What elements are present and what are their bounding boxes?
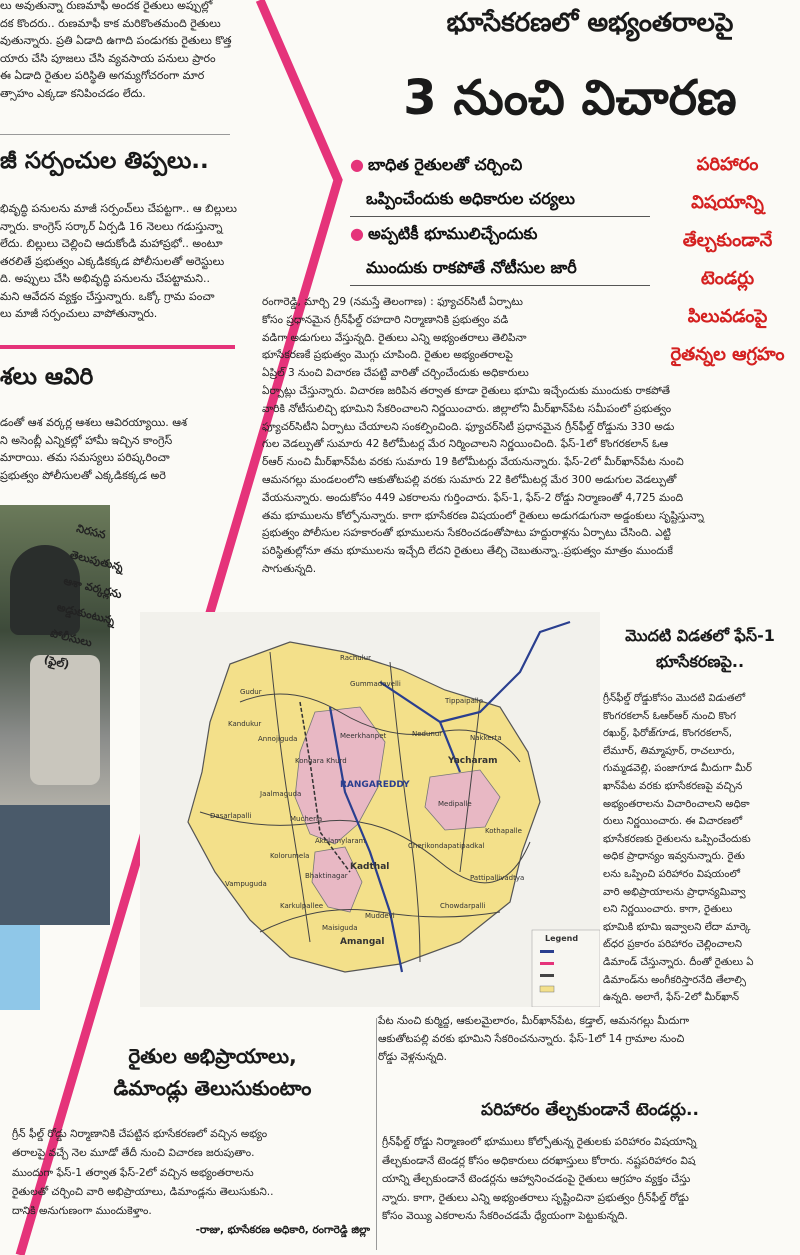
headline: 3 నుంచి విచారణ [403,70,737,126]
map-label: Chowdarpalli [440,902,486,910]
headline-kicker: భూసేకరణలో అభ్యంతరాలపై [446,8,734,38]
map-label: Muddevi [365,912,395,920]
map-label: Yacharam [448,756,498,766]
map-svg [140,612,600,1007]
map-label: Rachulur [340,654,371,662]
map-label: Annojiguda [258,735,298,743]
phase1-continued-text: పేట నుంచి కుర్మిద్ద, ఆకులమైలారం, మీర్‌ఖాన్‌పేట, కడ్తాల్, ఆమనగల్లు మీదుగా ఆకుతోటపల్లి వరకు భూమిని సేకరించనున్నారు. ఫేస్-1లో 14 గ్రామాల నుంచి రోడ్డు వెళ్లనున్నది. [378,1015,690,1063]
main-story-text: రంగారెడ్డి, మార్చి 29 (నమస్తే తెలంగాణ) : ఫ్యూచర్‌సిటీ ఏర్పాటు కోసం ప్రధానమైన గ్రీన్‌ఫీల్డ్ రహదారి నిర్మాణానికి ప్రభుత్వం వడి వడిగా అడుగులు వేస్తున్నది. రైతులు ఎన్ని అభ్యంతరాలు తెలిపినా భూసేకరణకే ప్రభుత్వం మొగ్గు చూపింది. రైతుల అభ్యంతరాలపై ఏప్రిల్ 3 నుంచి విచారణ చేపట్టి వారితో చర్చించేందుకు అధికారులు ఏర్పాట్లు చేస్తున్నారు. విచారణ జరిపిన తర్వాత కూడా రైతులు భూమి ఇచ్చేందుకు ముందుకు రాకపోతే వారికి నోటీసులిచ్చి భూమిని సేకరించాలని నిర్ణయించారు. జిల్లాలోని మీర్‌ఖాన్‌పేట సమీపంలో ప్రభుత్వం ఫ్యూచర్‌సిటీని ఏర్పాటు చేయాలని సంకల్పించింది. ఫ్యూచర్‌సిటీ ప్రధానమైన గ్రీన్‌ఫీల్డ్ రోడ్డును 330 అడు గుల వెడల్పుతో సుమారు 42 కిలోమీటర్ల మేర నిర్మించాలని నిర్ణయించింది. ఫేస్-1లో కొంగరకలాన్ ఓఆ ర్‌ఆర్ నుంచి మీర్‌ఖాన్‌పేట వరకు సుమారు 19 కిలోమీటర్లు వేయనున్నారు. ఫేస్-2లో మీర్‌ఖాన్‌పేట నుంచి ఆమనగల్లు మండలంలోని ఆకుతోటపల్లి వరకు సుమారు 22 కిలోమీటర్ల మేర 300 అడుగుల వెడల్పుతో వేయనున్నారు. అందుకోసం 449 ఎకరాలను గుర్తించారు. ఫేస్-1, ఫేస్-2 రోడ్డు నిర్మాణంతో 4,725 మంది తమ భూములను కోల్పోనున్నారు. కాగా భూసేకరణ విషయంలో రైతులు అడుగడుగునా అడ్డంకులు సృష్టిస్తున్నా ప్రభుత్వం పోలీసుల సహకారంతో భూములను సేకరించడంతోపాటు హద్దురాళ్లను ఏర్పాటు చేసింది. ఎట్టి పరిస్థితుల్లోనూ తమ భూములను ఇచ్చేది లేదని రైతులు తేల్చి చెబుతున్నా..ప్రభుత్వం మాత్రం ముందుకే సాగుతున్నది. [262,296,704,575]
map-label: Meerkhanpet [340,732,387,740]
column-rule [376,1018,377,1250]
map-label: Kolorumela [270,852,310,860]
sarpanch-section-text: భివృద్ధి పనులను మాజీ సర్పంచ్‌లు చేపట్టగా.. ఆ బిల్లులు న్నారు. కాంగ్రెస్ సర్కార్ ఏర్పడి 16 నెలలు గడుస్తున్నా లేదు. బిల్లులు చెల్లించి ఆదుకోండి మహాప్రభో.. అంటూ తరలితే ప్రభుత్వం ఎక్కడికక్కడ పోలీసులతో అరెస్టులు ది. అప్పులు చేసి అభివృద్ధి పనులను చేపట్టామని.. మని ఆవేదన వ్యక్తం చేస్తున్నారు. ఒక్కో గ్రామ పంచా లు మాజీ సర్పంచులు వాపోతున్నారు. [0,202,237,320]
map-label: Nakkerta [470,734,502,742]
side-note: పరిహారం విషయాన్ని తేల్చకుండానే టెండర్లు పిలువడంపై రైతన్నల ఆగ్రహం [670,154,785,365]
map-label: Karkulpallee [280,902,324,910]
map-label: Pattipallivadtya [470,874,525,882]
tenders-text: గ్రీన్‌ఫీల్డ్ రోడ్డు నిర్మాణంలో భూములు కోల్పోతున్న రైతులకు పరిహారం విషయాన్ని తేల్చకుండానే టెండర్ల కోసం అధికారులు దరఖాస్తులు కోరారు. నష్టపరిహారం విష యాన్ని తేల్చకుండానే టెండర్లను ఆహ్వానించడంపై రైతులు ఆగ్రహం వ్యక్తం చేస్తు న్నారు. కాగా, రైతులు ఎన్ని అభ్యంతరాలు సృష్టించినా ప్రభుత్వం గ్రీన్‌ఫీల్డ్ రోడ్డు కోసం వెయ్యి ఎకరాలను సేకరించడమే ధ్యేయంగా పెట్టుకున్నది. [382,1136,697,1223]
map-legend-title: Legend [545,934,579,943]
left-top-text: లు అవుతున్నా రుణమాఫీ అందక రైతులు అప్పుల్లో దక కొందరు.. రుణమాఫీ కాక మరికొంతమంది రైతులు వుతున్నారు. ప్రతి ఏడాది ఉగాది పండుగకు రైతులు కొత్త యారు చేసి పూజలు చేసి వ్యవసాయ పనులు ప్రారం ఈ ఏడాది రైతుల పరిస్థితి అగమ్యగోచరంగా మార త్సాహం ఎక్కడా కనిపించడం లేదు. [0,0,232,100]
map-label: Medipalle [438,800,472,808]
map-label: Kothapalle [485,827,522,835]
map-label: Kongara Khurd [295,757,347,765]
map-label: Cherikondapatipadkal [408,842,485,850]
map-label: Jaalmaguda [260,790,302,798]
map-label: Maisiguda [322,924,358,932]
asha-section-title: శలు ఆవిరి [0,364,94,390]
farmers-box-text: గ్రీన్ ఫీల్డ్ రోడ్డు నిర్మాణానికి చేపట్టిన భూసేకరణలో వచ్చిన అభ్యం తరాలపై వచ్చే నెల మూడో తేదీ నుంచి విచారణ జరుపుతాం. ముందుగా ఫేస్-1 తర్వాత ఫేస్-2లో వచ్చిన అభ్యంతరాలను రైతులతో చర్చించి వారి అభిప్రాయాలు, డిమాండ్లను తెలుసుకుని.. దానికి అనుగుణంగా ముందుకెళ్తాం. [12,1128,274,1218]
map-label: Kadthal [350,862,390,872]
district-map [140,612,600,1007]
phase1-title: మొదటి విడతలో ఫేస్-1 భూసేకరణపై.. [625,626,775,671]
farmers-box-attribution: -రాజు, భూసేకరణ అధికారి, రంగారెడ్డి జిల్లా [195,1224,370,1236]
map-label: Tippaipalle [445,697,484,705]
asha-section-text: డంతో ఆశ వర్కర్ల ఆశలు ఆవిరయ్యాయి. ఆశ ని అసెంబ్లీ ఎన్నికల్లో హామీ ఇచ్చిన కాంగ్రెస్ మారాయి. తమ సమస్యలు పరిష్కరించా ప్రభుత్వం పోలీసులతో ఎక్కడికక్కడ అరె [0,416,188,482]
farmers-box-title: రైతుల అభిప్రాయాలు, డిమాండ్లు తెలుసుకుంటాం [113,1044,312,1100]
phase1-text: గ్రీన్‌ఫీల్డ్ రోడ్డుకోసం మొదటి విడుతలో కొంగరకలాన్ ఓఆర్ఆర్ నుంచి కొంగ రఖుర్ద్, ఫిరోజ్‌గూడ, కొంగరకలాన్, లేమూర్, తిమ్మాపూర్, రాచలూరు, గుమ్మడవెల్లి, పంజాగూడ మీదుగా మీర్ ఖాన్‌పేట వరకు భూసేకరణపై వచ్చిన అభ్యంతరాలను విచారించాలని అధికా రులు నిర్ణయించారు. ఈ విచారణలో భూసేకరణకు రైతులను ఒప్పించేందుకు అధిక ప్రాధాన్యం ఇవ్వనున్నారు. రైతు లను ఒప్పించి పరిహారం విషయంలో వారి అభిప్రాయాలను ప్రాధాన్యమివ్వా లని నిర్ణయించారు. కాగా, రైతులు భూమికి భూమి ఇవ్వాలని లేదా మార్కె ట్‌ధర ప్రకారం పరిహారం చెల్లించాలని డిమాండ్ చేస్తున్నారు. దీంతో రైతులు ఏ డిమాండ్‌ను అంగీకరిస్తారనేది తేలాల్సి ఉన్నది. అలాగే, ఫేస్-2లో మీర్‌ఖాన్ [603,693,754,1004]
map-label: Vampuguda [225,880,267,888]
map-label: Bhaktinagar [305,872,348,880]
map-label: Dasarlapalli [210,812,252,820]
map-label: Amangal [340,937,385,947]
map-label: Gudur [240,688,262,696]
map-label: Akulamylaram [315,837,366,845]
map-label: Kandukur [228,720,262,728]
tenders-title: పరిహారం తేల్చకుండానే టెండర్లు.. [481,1100,699,1120]
map-label: Gummadavelli [350,680,401,688]
bullet-item-1: ● బాధిత రైతులతో చర్చించి ఒప్పించేందుకు అధికారుల చర్యలు [350,148,650,217]
map-label: Mucherla [290,815,323,823]
photo-caption: నిరసన తెలుపుతున్న ఆశా వర్కర్లను అడ్డుకుంటున్న పోలీసులు (ఫైల్) [42,521,125,672]
map-label: Nedunur [412,730,443,738]
sarpanch-section-title: జీ సర్పంచుల తిప్పలు.. [0,148,209,174]
bullet-list [350,148,650,286]
map-label-district: RANGAREDDY [340,780,410,790]
bullet-item-2: ● అప్పటికీ భూములిచ్చేందుకు ముందుకు రాకపోతే నోటీసుల జారీ [350,217,650,286]
